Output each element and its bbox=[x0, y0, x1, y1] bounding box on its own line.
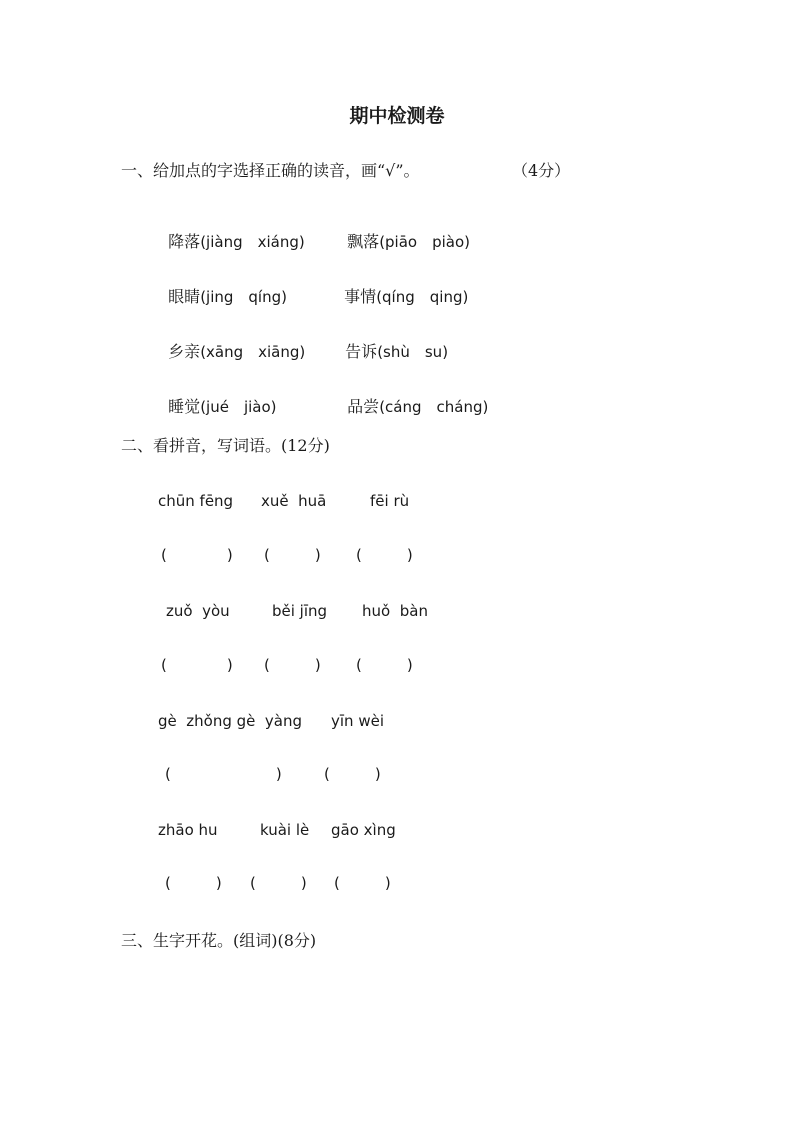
answer-blank[interactable]: ( ) bbox=[250, 874, 307, 892]
pinyin-prompt: běi jīng bbox=[272, 602, 328, 620]
word: 眼睛 bbox=[168, 287, 201, 306]
pinyin-prompt: gè zhǒng gè yàng bbox=[158, 712, 303, 730]
section1-row-2 bbox=[158, 273, 287, 305]
pinyin-prompt: gāo xìng bbox=[331, 821, 396, 839]
answer-blank[interactable]: ( ) bbox=[264, 546, 321, 564]
word: 告诉 bbox=[345, 342, 378, 361]
section1-row-1b bbox=[337, 218, 470, 250]
pinyin-options: (shù su) bbox=[377, 343, 449, 361]
pinyin-options: (cáng cháng) bbox=[379, 398, 489, 416]
page-title: 期中检测卷 bbox=[349, 105, 445, 127]
answer-blank[interactable]: ( ) bbox=[165, 874, 222, 892]
pinyin-prompt: chūn fēng bbox=[158, 492, 234, 510]
answer-blank[interactable]: ( ) bbox=[356, 546, 413, 564]
answer-blank[interactable]: ( ) bbox=[165, 765, 282, 783]
section1-row-3 bbox=[158, 328, 305, 360]
answer-blank[interactable]: ( ) bbox=[356, 656, 413, 674]
word: 品尝 bbox=[347, 397, 380, 416]
section1-row-4 bbox=[158, 383, 277, 415]
pinyin-prompt: xuě huā bbox=[261, 492, 327, 510]
word: 乡亲 bbox=[168, 342, 201, 361]
section3-heading: 三、生字开花。(组词)(8分) bbox=[121, 931, 317, 950]
answer-blank[interactable]: ( ) bbox=[264, 656, 321, 674]
pinyin-prompt: zhāo hu bbox=[158, 821, 218, 839]
pinyin-prompt: yīn wèi bbox=[331, 712, 384, 730]
section1-row-2b bbox=[334, 273, 468, 305]
answer-blank[interactable]: ( ) bbox=[334, 874, 391, 892]
pinyin-prompt: huǒ bàn bbox=[362, 602, 428, 620]
answer-blank[interactable]: ( ) bbox=[161, 656, 233, 674]
section2-heading: 二、看拼音，写词语。(12分) bbox=[121, 436, 330, 455]
answer-blank[interactable]: ( ) bbox=[324, 765, 381, 783]
section1-row-1 bbox=[158, 218, 305, 250]
pinyin-prompt: zuǒ yòu bbox=[166, 602, 230, 620]
pinyin-options: (piāo piào) bbox=[379, 233, 471, 251]
pinyin-options: (xāng xiāng) bbox=[200, 343, 306, 361]
section1-row-4b bbox=[337, 383, 488, 415]
pinyin-prompt: kuài lè bbox=[260, 821, 310, 839]
word: 降落 bbox=[168, 232, 201, 251]
pinyin-options: (qíng qing) bbox=[376, 288, 469, 306]
word: 飘落 bbox=[347, 232, 380, 251]
word: 事情 bbox=[344, 287, 377, 306]
section1-score: （4分） bbox=[512, 161, 571, 180]
answer-blank[interactable]: ( ) bbox=[161, 546, 233, 564]
word: 睡觉 bbox=[168, 397, 201, 416]
section1-row-3b bbox=[335, 328, 448, 360]
pinyin-options: (jing qíng) bbox=[200, 288, 287, 306]
section1-heading: 一、给加点的字选择正确的读音，画“√”。 bbox=[121, 161, 420, 180]
pinyin-prompt: fēi rù bbox=[370, 492, 410, 510]
pinyin-options: (jiàng xiáng) bbox=[200, 233, 305, 251]
pinyin-options: (jué jiào) bbox=[200, 398, 277, 416]
